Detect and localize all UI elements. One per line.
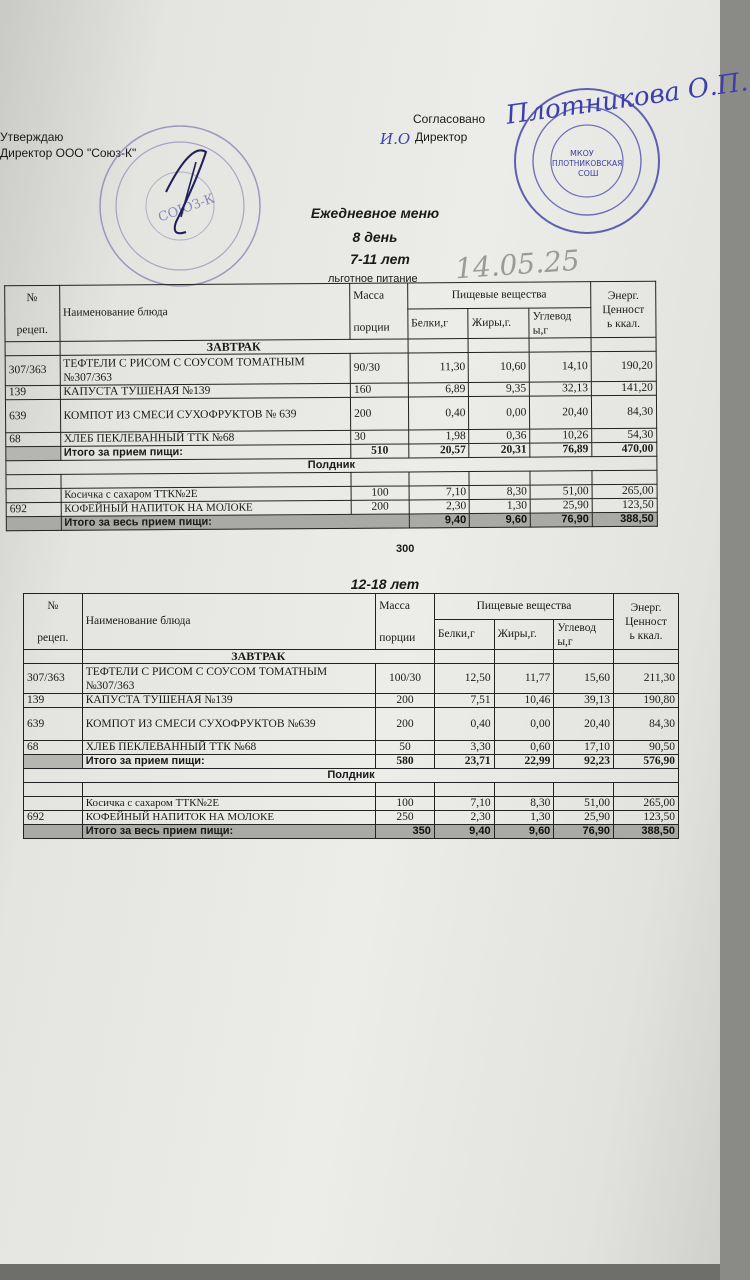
col-nutrients-header: Пищевые вещества [407, 282, 591, 309]
approve-title: Утверждаю [0, 130, 64, 144]
col-protein-header: Белки,г [408, 309, 469, 339]
svg-text:СОШ: СОШ [578, 169, 599, 178]
col-energy-header: Энерг. Ценност ь ккал. [591, 281, 656, 337]
grand-total-row: Итого за весь прием пищи: 9,40 9,60 76,90 388,50 [6, 512, 657, 531]
menu-table-7-11 [4, 281, 658, 532]
svg-text:ПЛОТНИКОВСКАЯ: ПЛОТНИКОВСКАЯ [552, 159, 623, 168]
col-name-header: Наименование блюда [59, 283, 350, 341]
grand-total-row: Итого за весь прием пищи: 350 9,40 9,60 76,90 388,50 [24, 825, 679, 839]
agree-position: Директор [415, 130, 468, 144]
table-row: Косичка с сахаром ТТК№2Е 100 7,10 8,30 51,00 265,00 [24, 797, 679, 811]
agree-io: И.О [380, 130, 411, 148]
date-handwritten: 14.05.25 [454, 243, 581, 286]
col-num-header: № рецеп. [24, 594, 83, 650]
director-signature: Плотникова О.П. [504, 67, 750, 131]
table-row: 307/363 ТЕФТЕЛИ С РИСОМ С СОУСОМ ТОМАТНЫМ №307/363 90/30 11,30 10,60 14,10 190,20 [5, 351, 656, 386]
table-row: 307/363 ТЕФТЕЛИ С РИСОМ С СОУСОМ ТОМАТНЫМ №307/363 100/30 12,50 11,77 15,60 211,30 [24, 664, 679, 694]
col-name-header: Наименование блюда [82, 594, 376, 650]
table-row: 639 КОМПОТ ИЗ СМЕСИ СУХОФРУКТОВ №639 200 0,40 0,00 20,40 84,30 [24, 708, 679, 741]
section-snack: Полдник [24, 769, 679, 783]
agree-title: Согласовано [413, 112, 486, 126]
col-mass-header: Масса порции [376, 594, 435, 650]
col-mass-header: Масса порции [350, 283, 408, 339]
total-row: Итого за прием пищи: 510 20,57 20,31 76,89 470,00 [6, 442, 657, 461]
section-breakfast: ЗАВТРАК [82, 650, 434, 664]
section-breakfast: ЗАВТРАК [60, 339, 408, 355]
age-group-1: 7-11 лет [350, 251, 410, 267]
grand-mass-7-11: 300 [396, 543, 415, 555]
table-row: 68 ХЛЕБ ПЕКЛЕВАННЫЙ ТТК №68 30 1,98 0,36 10,26 54,30 [6, 428, 657, 447]
svg-text:СОЮЗ-К: СОЮЗ-К [156, 191, 217, 226]
table-row: Косичка с сахаром ТТК№2Е 100 7,10 8,30 51,00 265,00 [6, 484, 657, 503]
table-row: 139 КАПУСТА ТУШЕНАЯ №139 160 6,89 9,35 32,13 141,20 [5, 381, 656, 400]
col-num-header: № рецеп. [5, 285, 60, 341]
approve-position: Директор ООО "Союз-К" [0, 146, 137, 160]
company-stamp [96, 122, 264, 290]
menu-table-12-18 [23, 593, 679, 839]
svg-text:МКОУ: МКОУ [570, 149, 594, 158]
total-row: Итого за прием пищи: 580 23,71 22,99 92,23 576,90 [24, 755, 679, 769]
col-energy-header: Энерг. Ценност ь ккал. [614, 594, 679, 650]
menu-title: Ежедневное меню [310, 205, 440, 221]
col-protein-header: Белки,г [434, 620, 494, 650]
col-nutrients-header: Пищевые вещества [434, 594, 613, 620]
col-carb-header: Углевод ы,г [529, 308, 591, 338]
page-edge-shadow [0, 1264, 720, 1280]
col-carb-header: Углевод ы,г [554, 620, 614, 650]
table-row: 692 КОФЕЙНЫЙ НАПИТОК НА МОЛОКЕ 250 2,30 1,30 25,90 123,50 [24, 811, 679, 825]
table-row: 139 КАПУСТА ТУШЕНАЯ №139 200 7,51 10,46 39,13 190,80 [24, 694, 679, 708]
table-row: 639 КОМПОТ ИЗ СМЕСИ СУХОФРУКТОВ № 639 200 0,40 0,00 20,40 84,30 [5, 395, 656, 433]
col-fat-header: Жиры,г. [468, 308, 529, 338]
age-group-2: 12-18 лет [350, 576, 420, 592]
table-row: 692 КОФЕЙНЫЙ НАПИТОК НА МОЛОКЕ 200 2,30 1,30 25,90 123,50 [6, 498, 657, 517]
section-snack: Полдник [6, 456, 657, 475]
benefit-subtitle: льготное питание [328, 273, 418, 285]
day-title: 8 день [352, 229, 398, 245]
table-row: 68 ХЛЕБ ПЕКЛЕВАННЫЙ ТТК №68 50 3,30 0,60 17,10 90,50 [24, 741, 679, 755]
col-fat-header: Жиры,г. [494, 620, 554, 650]
